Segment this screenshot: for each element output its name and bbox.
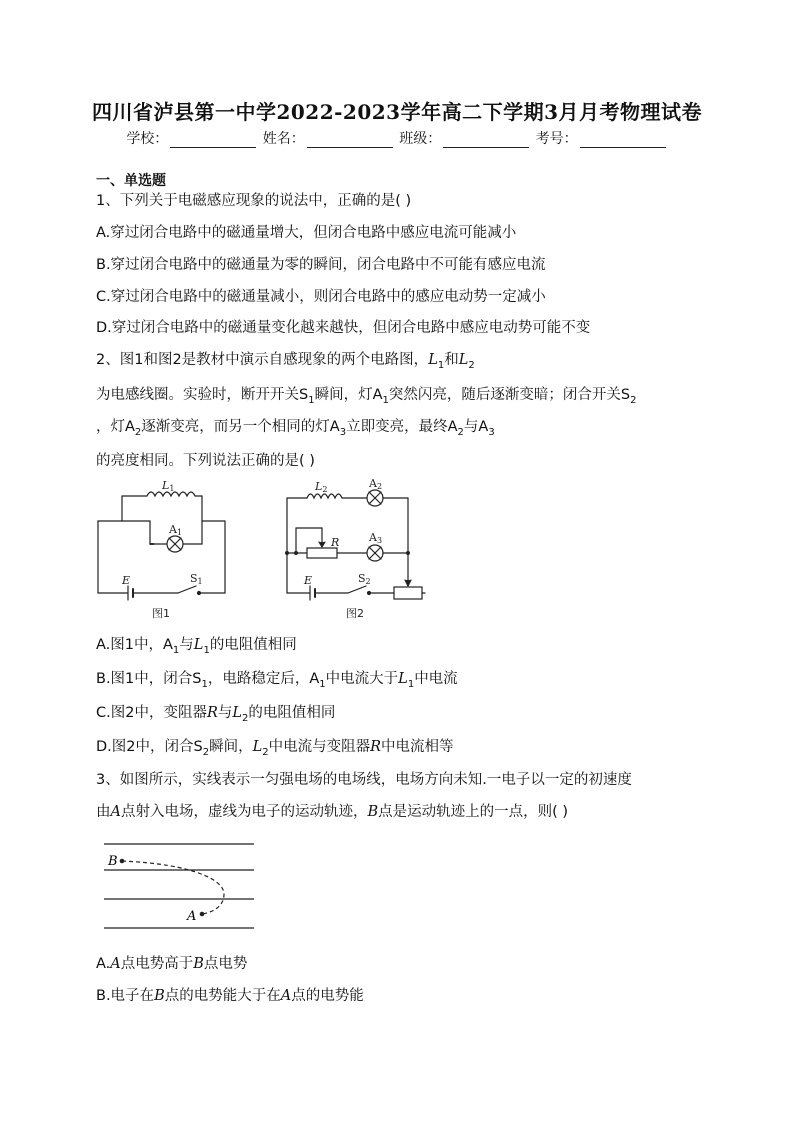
svg-text:E: E xyxy=(122,574,131,587)
svg-text:S1: S1 xyxy=(190,572,203,586)
q3-line-2: 由A点射入电场，虚线为电子的运动轨迹，B点是运动轨迹上的一点，则( ) xyxy=(96,804,569,820)
class-label: 班级： xyxy=(399,131,442,147)
student-info-row xyxy=(0,128,794,148)
point-a-label: A xyxy=(187,909,197,924)
point-a-dot xyxy=(200,912,205,917)
q2-line-4: 的亮度相同。下列说法正确的是( ) xyxy=(96,453,315,469)
q3-option-b: B.电子在B点的电势能大于在A点的电势能 xyxy=(96,988,364,1004)
svg-text:A1: A1 xyxy=(169,523,183,537)
q1-option-b: B.穿过闭合电路中的磁通量为零的瞬间，闭合电路中不可能有感应电流 xyxy=(96,257,546,273)
school-label: 学校： xyxy=(126,131,169,147)
svg-text:图1: 图1 xyxy=(152,607,170,620)
svg-text:S2: S2 xyxy=(358,572,371,586)
svg-text:L1: L1 xyxy=(162,479,175,493)
q2-line-2: 为电感线圈。实验时，断开开关$S_1$瞬间，灯$A_1$突然闪亮，随后逐渐变暗；闭合开关$S_2$ xyxy=(96,387,637,406)
circuit-figures xyxy=(92,476,442,624)
q2-option-a: A.图1中，$A_1$与$L_1$的电阻值相同 xyxy=(96,637,297,656)
q1-option-c: C.穿过闭合电路中的磁通量减小，则闭合电路中的感应电动势一定减小 xyxy=(96,289,546,305)
q2-option-d: D.图2中，闭合$S_2$瞬间，$L_2$中电流与变阻器R中电流相等 xyxy=(96,739,454,758)
svg-text:E: E xyxy=(304,574,313,587)
svg-text:L2: L2 xyxy=(315,480,328,494)
section-heading: 一、单选题 xyxy=(96,173,166,189)
point-b-dot xyxy=(120,859,125,864)
id-blank[interactable] xyxy=(580,133,666,148)
point-b-label: B xyxy=(108,854,118,869)
electron-trajectory xyxy=(122,861,224,914)
q1-option-a: A.穿过闭合电路中的磁通量增大，但闭合电路中感应电流可能减小 xyxy=(96,225,517,241)
field-lines xyxy=(104,844,254,928)
q2-line-3: ，灯$A_2$逐渐变亮，而另一个相同的灯$A_3$立即变亮，最终$A_2$与$A_3$ xyxy=(96,419,495,438)
circuit-figure-1-labels xyxy=(121,479,203,620)
name-blank[interactable] xyxy=(307,133,393,148)
class-blank[interactable] xyxy=(443,133,529,148)
circuit-figure-1 xyxy=(98,492,225,600)
svg-text:A2: A2 xyxy=(369,477,383,491)
q1-option-d: D.穿过闭合电路中的磁通量变化越来越快，但闭合电路中感应电动势可能不变 xyxy=(96,320,591,336)
q3-option-a: A.A点电势高于B点电势 xyxy=(96,956,248,972)
q1-stem: 1、下列关于电磁感应现象的说法中，正确的是( ) xyxy=(96,193,412,209)
name-label: 姓名： xyxy=(262,131,305,147)
q3-line-1: 3、如图所示，实线表示一匀强电场的电场线，电场方向未知.一电子以一定的初速度 xyxy=(96,772,632,788)
q2-option-c: C.图2中，变阻器R与$L_2$的电阻值相同 xyxy=(96,705,336,724)
school-blank[interactable] xyxy=(170,133,256,148)
svg-text:R: R xyxy=(331,536,340,549)
id-label: 考号： xyxy=(535,131,578,147)
svg-text:A3: A3 xyxy=(369,531,383,545)
q2-line-1: 2、图1和图2是教材中演示自感现象的两个电路图，$L_1$和$L_2$ xyxy=(96,352,475,371)
page-title: 四川省泸县第一中学2022-2023学年高二下学期3月月考物理试卷 xyxy=(91,100,703,124)
q2-option-b: B.图1中，闭合$S_1$，电路稳定后，$A_1$中电流大于$L_1$中电流 xyxy=(96,671,458,690)
svg-text:图2: 图2 xyxy=(346,607,364,620)
electric-field-figure xyxy=(98,832,260,932)
